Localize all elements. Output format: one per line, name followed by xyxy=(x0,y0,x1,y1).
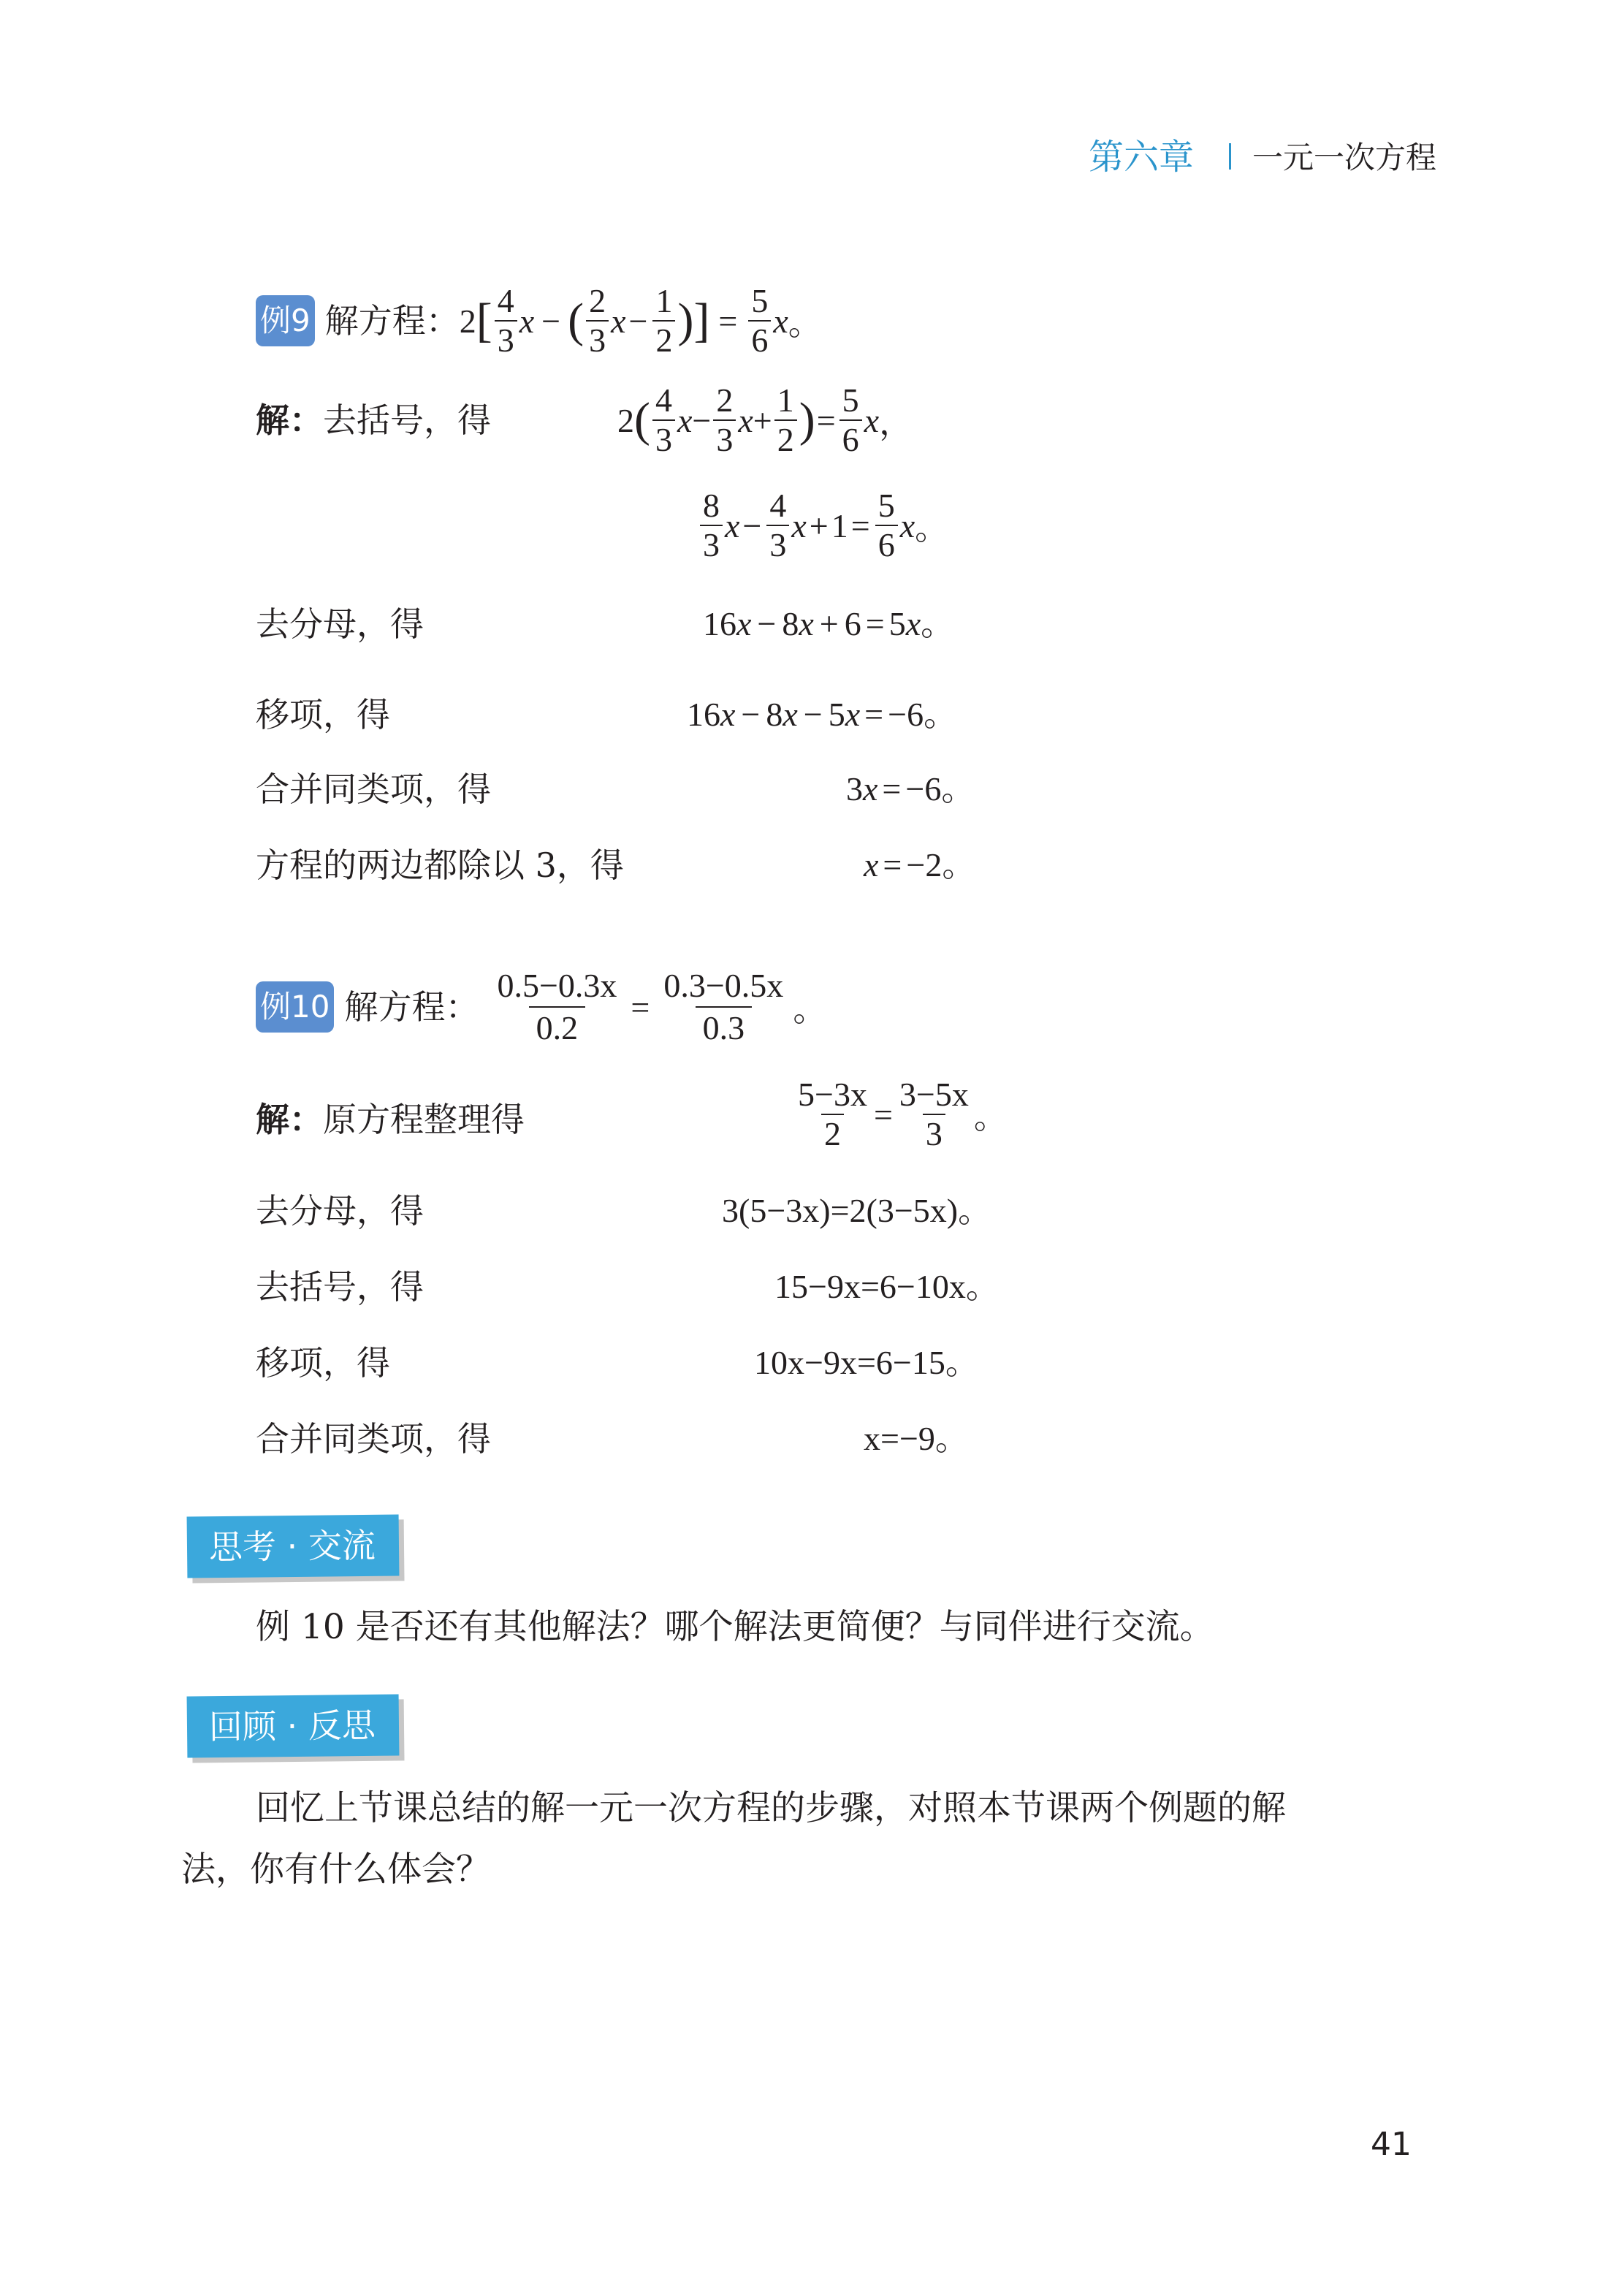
example9-badge: 例9 xyxy=(256,295,315,346)
coefficient: 2 xyxy=(459,302,476,340)
fraction: $\frac{5}{6}$ xyxy=(839,383,862,457)
example10-step4-label: 移项，得 xyxy=(256,1343,390,1383)
fraction: $\frac{8}{3}$ xyxy=(700,488,723,563)
example9-step3-label: 去分母，得 xyxy=(256,604,424,644)
example10-prompt: 解方程： xyxy=(344,987,479,1027)
fraction: $\frac{4}{3}$ xyxy=(766,488,789,563)
example9-step4-label: 移项，得 xyxy=(256,695,390,734)
fraction: $\frac{0.5-0.3x}{0.2}$ xyxy=(497,967,617,1046)
page-number: 41 xyxy=(1371,2126,1412,2163)
fraction: $\frac{1}{2}$ xyxy=(774,383,797,457)
example10-step5-expr: x=−9。 xyxy=(864,1420,969,1457)
example9-step1-label: 解：去括号，得 xyxy=(256,400,491,440)
example10-step2-label: 去分母，得 xyxy=(256,1191,424,1231)
example10-step3-label: 去括号，得 xyxy=(256,1267,424,1307)
example9-equation: 2 [ $\frac{4}{3}$ x − ( $\frac{2}{3}$ x − $\frac{1}{2}$ ) ] = $\frac{5}{6}$ x 。 xyxy=(459,282,822,359)
example9-step2-expr: $\frac{8}{3}$ x − $\frac{4}{3}$ x + 1 = $\frac{5}{6}$ x 。 xyxy=(698,488,948,563)
example10-step2-expr: 3(5−3x)=2(3−5x)。 xyxy=(722,1192,992,1229)
example9-question xyxy=(256,284,822,358)
review-reflect-line1: 回忆上节课总结的解一元一次方程的步骤，对照本节课两个例题的解 xyxy=(256,1788,1286,1828)
paren-right: ) xyxy=(677,294,694,347)
example9-step4-expr: 16 x − 8 x − 5 x = − 6 。 xyxy=(687,696,958,733)
example10-step5-label: 合并同类项，得 xyxy=(256,1419,491,1459)
fraction: $\frac{0.3-0.5x}{0.3}$ xyxy=(663,967,784,1046)
solution-label: 解： xyxy=(256,1100,323,1139)
example10-badge: 例10 xyxy=(256,981,334,1033)
example9-step3-expr: 16 x − 8 x + 6 = 5 x 。 xyxy=(703,605,955,642)
example10-step3-expr: 15−9x=6−10x。 xyxy=(774,1268,1000,1305)
example9-step6-label: 方程的两边都除以 3，得 xyxy=(256,845,624,885)
review-reflect-label: 回顾 · 反思 xyxy=(187,1694,400,1757)
fraction: $\frac{5}{6}$ xyxy=(748,284,771,358)
header-divider xyxy=(1229,143,1231,170)
fraction: $\frac{2}{3}$ xyxy=(586,284,609,358)
fraction: $\frac{3-5x}{3}$ xyxy=(899,1076,969,1152)
fraction: $\frac{1}{2}$ xyxy=(652,284,675,358)
example9-step1-expr: 2 ( $\frac{4}{3}$ x − $\frac{2}{3}$ x + $\frac{1}{2}$ ) = $\frac{5}{6}$ x ， xyxy=(617,381,913,458)
chapter-title: 一元一次方程 xyxy=(1252,140,1437,175)
example10-step4-expr: 10x−9x=6−15。 xyxy=(754,1344,979,1381)
example9-step5-expr: 3 x = − 6 。 xyxy=(846,770,975,807)
fraction: $\frac{4}{3}$ xyxy=(652,383,675,457)
bracket-left: [ xyxy=(476,294,492,347)
paren-left: ( xyxy=(568,294,585,347)
example9-step5-label: 合并同类项，得 xyxy=(256,769,491,809)
fraction: $\frac{4}{3}$ xyxy=(495,284,517,358)
example10-equation: $\frac{0.5-0.3x}{0.2}$ = $\frac{0.3-0.5x}{0.3}$ 。 xyxy=(487,968,826,1046)
example9-step6-expr: x = − 2 。 xyxy=(864,846,976,883)
review-reflect-line2: 法，你有什么体会？ xyxy=(181,1850,490,1890)
bracket-right: ] xyxy=(693,294,710,347)
example10-step1-expr: $\frac{5-3x}{2}$ = $\frac{3-5x}{3}$ 。 xyxy=(793,1077,1008,1152)
think-discuss-text: 例 10 是否还有其他解法？哪个解法更简便？与同伴进行交流。 xyxy=(256,1607,1214,1647)
chapter-label: 第六章 xyxy=(1089,137,1195,178)
example10-question xyxy=(256,968,826,1046)
example10-step1-label: 解：原方程整理得 xyxy=(256,1100,525,1139)
think-discuss-label: 思考 · 交流 xyxy=(187,1514,400,1578)
solution-label: 解： xyxy=(256,400,323,440)
fraction: $\frac{5}{6}$ xyxy=(875,488,898,563)
example9-prompt: 解方程： xyxy=(324,301,460,341)
fraction: $\frac{2}{3}$ xyxy=(713,383,736,457)
fraction: $\frac{5-3x}{2}$ xyxy=(798,1076,867,1152)
